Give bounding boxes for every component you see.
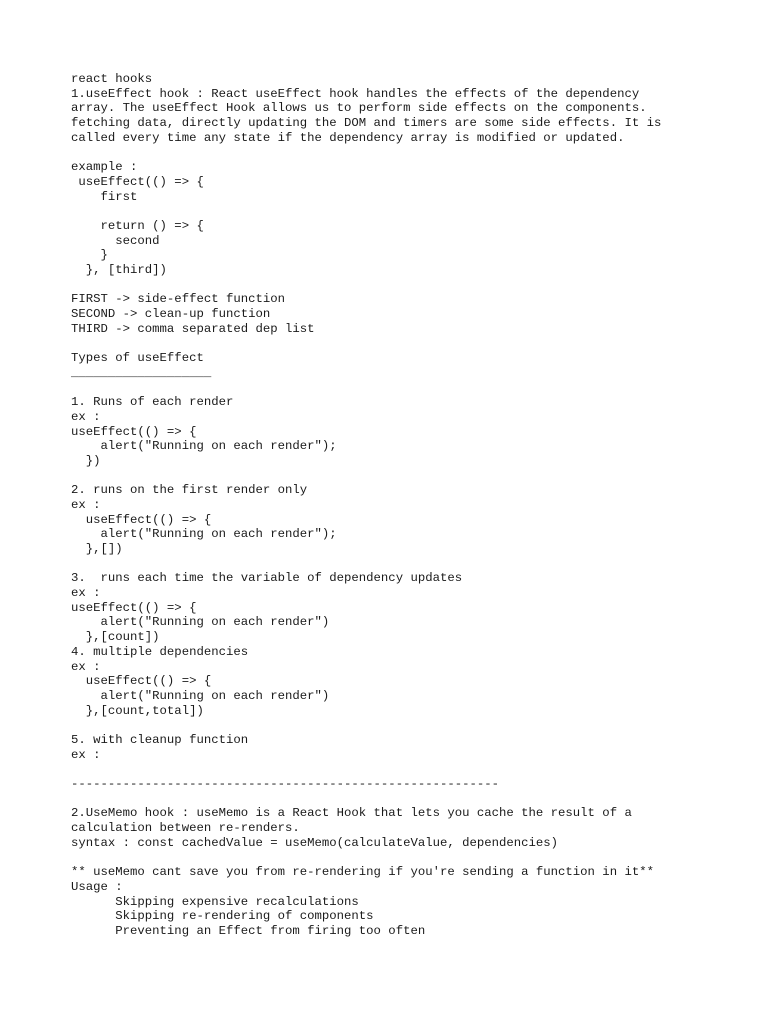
text-line: }, [third]) xyxy=(71,262,167,277)
text-line: useEffect(() => { xyxy=(71,424,197,439)
text-line: Usage : xyxy=(71,879,123,894)
document-body xyxy=(71,72,751,939)
text-line: syntax : const cachedValue = useMemo(calculateValue, dependencies) xyxy=(71,835,559,850)
text-line: useEffect(() => { xyxy=(71,674,212,689)
text-line: ex : xyxy=(71,409,101,424)
text-line: Skipping re-rendering of components xyxy=(71,909,374,924)
text-line: 3. runs each time the variable of dependency updates xyxy=(71,571,463,586)
text-line: first xyxy=(71,189,138,204)
text-line: ---------------------------------------------------------- xyxy=(71,777,500,791)
text-line: react hooks xyxy=(71,72,153,86)
text-line xyxy=(71,145,751,160)
text-line: 5. with cleanup function xyxy=(71,732,249,747)
text-line: Preventing an Effect from firing too often xyxy=(71,923,426,938)
text-line xyxy=(71,718,751,733)
text-line: 1. Runs of each render xyxy=(71,395,234,410)
text-line: second xyxy=(71,233,160,248)
text-line: ex : xyxy=(71,747,101,762)
text-line: useEffect(() => { xyxy=(71,174,204,189)
text-line: ex : xyxy=(71,497,101,512)
text-line: Types of useEffect xyxy=(71,351,204,366)
text-line: THIRD -> comma separated dep list xyxy=(71,321,315,336)
text-line: calculation between re-renders. xyxy=(71,821,300,836)
text-line: }) xyxy=(71,453,101,468)
text-line xyxy=(71,557,751,572)
text-line: example : xyxy=(71,160,138,175)
text-line: },[count]) xyxy=(71,630,160,645)
text-line: 1.useEffect hook : React useEffect hook handles the effects of the dependency xyxy=(71,86,640,101)
text-line: SECOND -> clean-up function xyxy=(71,307,271,321)
text-line: },[count,total]) xyxy=(71,703,204,718)
text-line: ___________________ xyxy=(71,365,212,380)
text-line: useEffect(() => { xyxy=(71,600,197,615)
text-line: ** useMemo cant save you from re-rendering if you're sending a function in it** xyxy=(71,865,654,880)
text-line: array. The useEffect Hook allows us to perform side effects on the components. xyxy=(71,101,647,116)
text-line: called every time any state if the dependency array is modified or updated. xyxy=(71,130,625,145)
text-line: 2. runs on the first render only xyxy=(71,483,308,498)
text-line: return () => { xyxy=(71,218,204,233)
text-line xyxy=(71,850,751,865)
text-line: } xyxy=(71,248,108,263)
text-line: fetching data, directly updating the DOM and timers are some side effects. It is xyxy=(71,116,662,131)
text-line: 4. multiple dependencies xyxy=(71,644,249,659)
text-line: ex : xyxy=(71,659,101,674)
text-line xyxy=(71,380,751,395)
text-line: FIRST -> side-effect function xyxy=(71,292,286,307)
text-line: useEffect(() => { xyxy=(71,512,212,527)
text-line xyxy=(71,204,751,219)
text-line xyxy=(71,762,751,777)
text-line xyxy=(71,469,751,484)
text-line: alert("Running on each render"); xyxy=(71,439,337,454)
text-line: ex : xyxy=(71,586,101,601)
text-line xyxy=(71,278,751,293)
text-line: Skipping expensive recalculations xyxy=(71,894,359,909)
text-line: alert("Running on each render") xyxy=(71,615,330,630)
text-line: },[]) xyxy=(71,542,123,556)
text-line: 2.UseMemo hook : useMemo is a React Hook that lets you cache the result of a xyxy=(71,806,632,821)
text-line xyxy=(71,336,751,351)
text-line: alert("Running on each render"); xyxy=(71,527,337,542)
text-line xyxy=(71,792,751,807)
text-line: alert("Running on each render") xyxy=(71,688,330,703)
